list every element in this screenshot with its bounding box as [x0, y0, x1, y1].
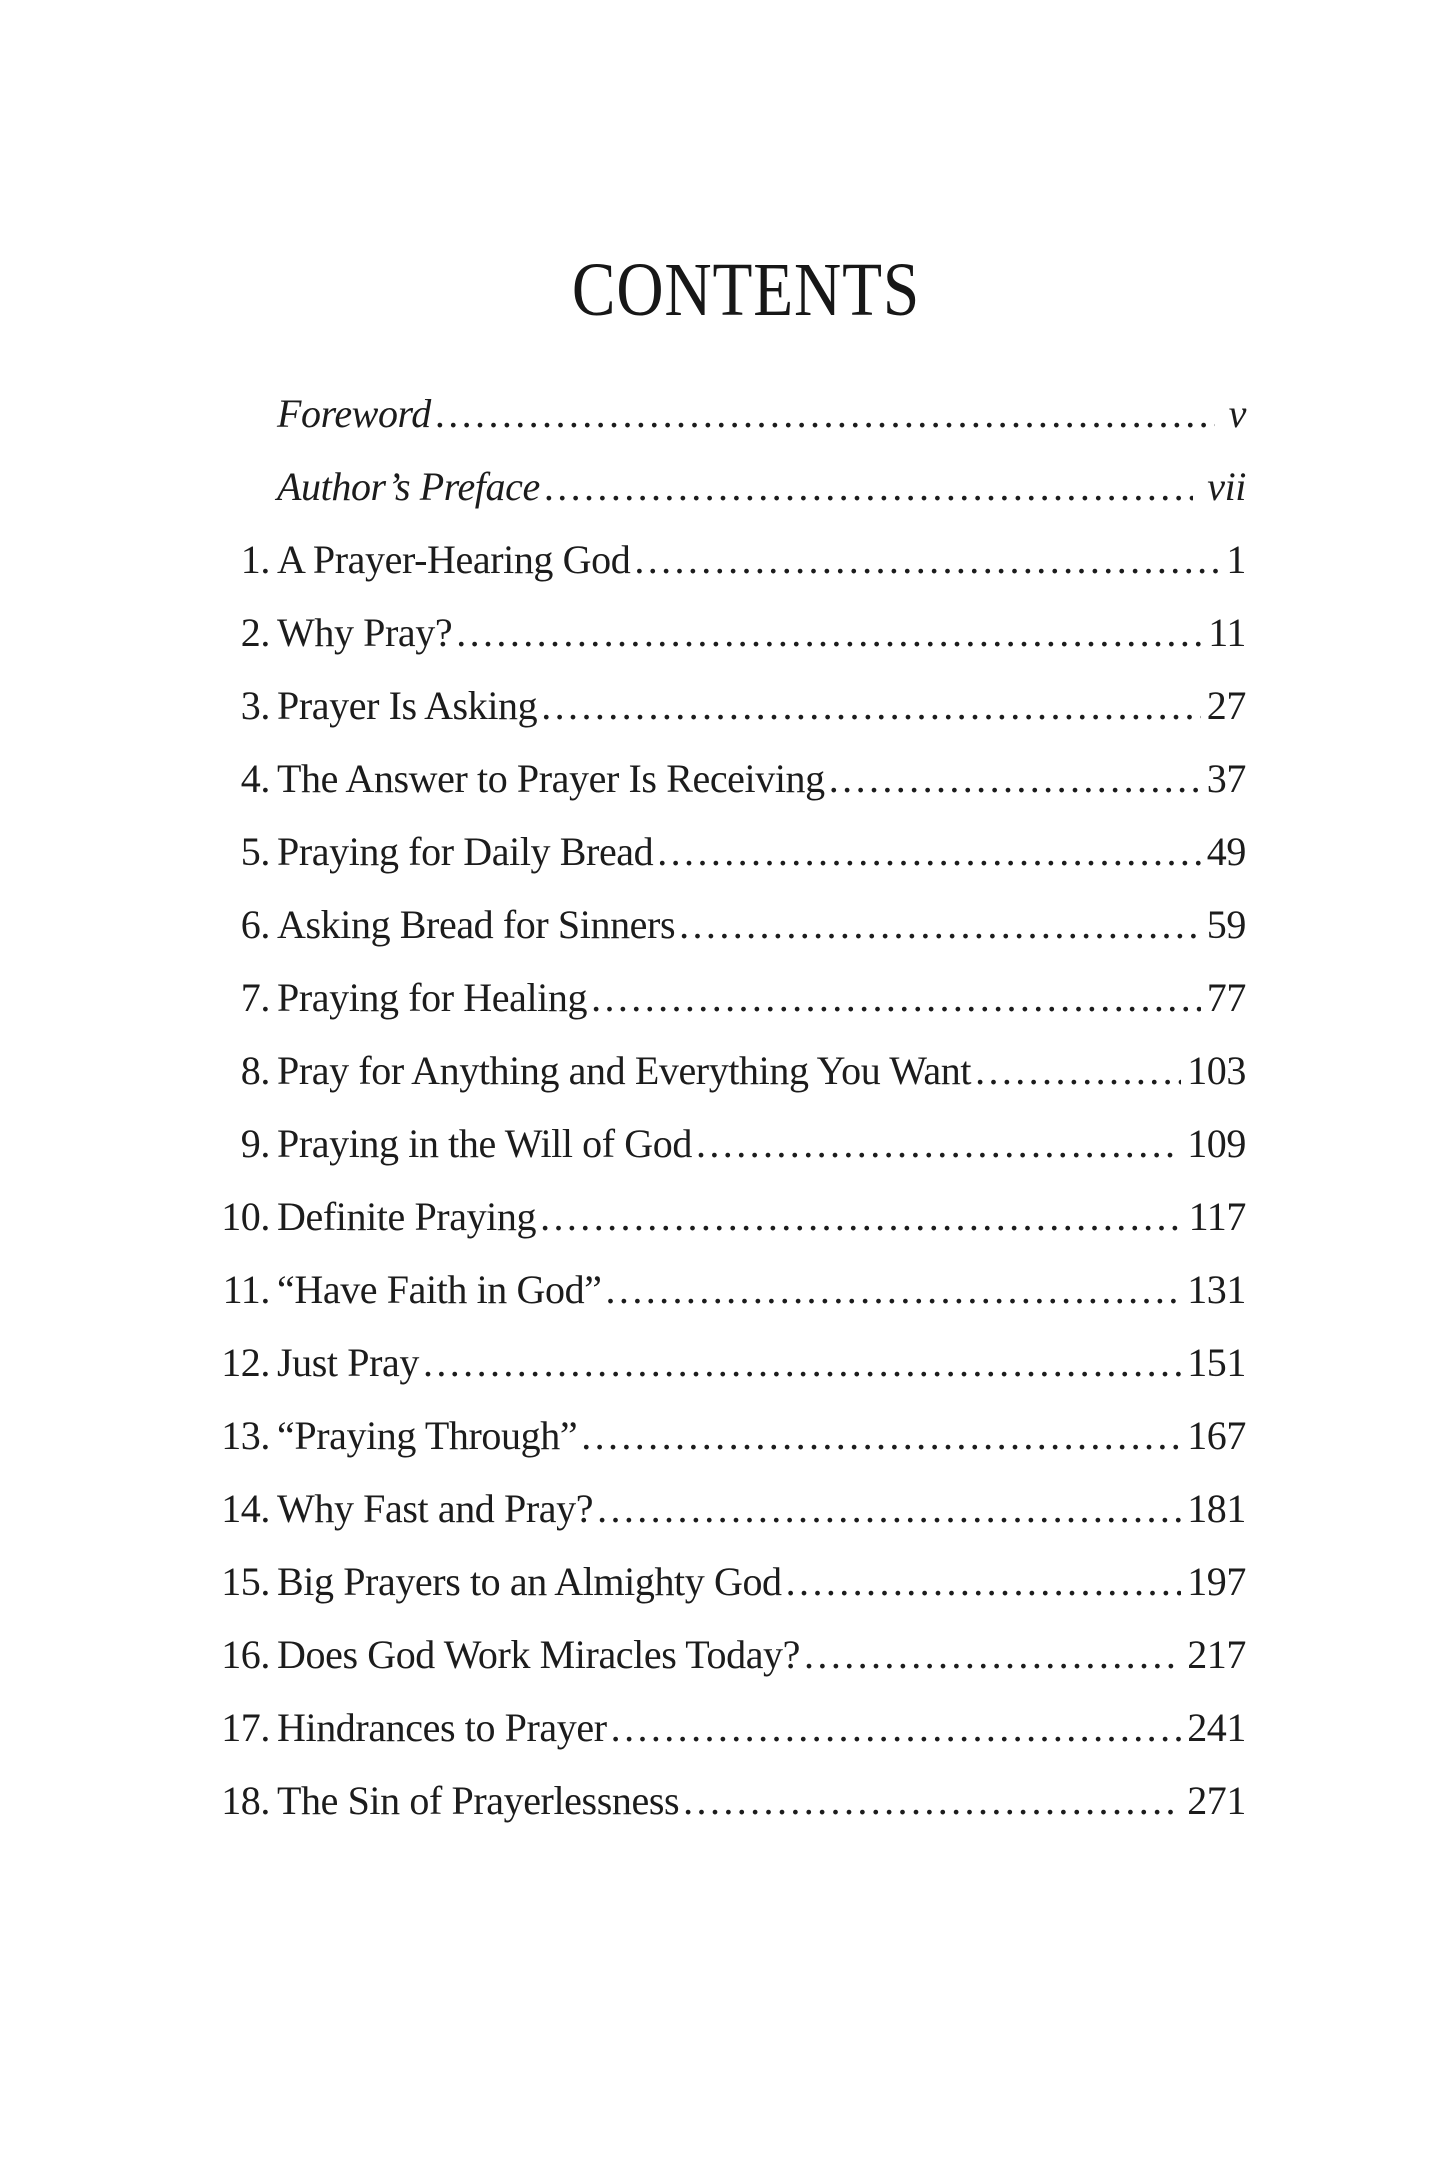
toc-entry-foreword: [176, 390, 1246, 463]
chapter-title: Praying for Healing: [277, 975, 588, 1020]
page-number: 241: [1187, 1705, 1246, 1750]
page-number: 103: [1187, 1048, 1246, 1093]
chapter-number: 6.: [240, 902, 270, 947]
chapter-number: 15.: [221, 1559, 270, 1604]
page-number: 59: [1206, 902, 1246, 947]
dot-leader: [786, 1558, 1182, 1605]
chapter-number: 8.: [240, 1048, 270, 1093]
dot-leader: [679, 901, 1201, 948]
chapter-number: 10.: [221, 1194, 270, 1239]
page-number: v: [1228, 391, 1246, 436]
chapter-title: Big Prayers to an Almighty God: [277, 1559, 782, 1604]
dot-leader: [597, 1485, 1181, 1532]
dot-leader: [634, 536, 1220, 583]
chapter-title: Just Pray: [277, 1340, 419, 1385]
toc-entry-authors-preface: [176, 463, 1246, 536]
toc-entry-chapter-2: [176, 609, 1246, 682]
chapter-title: Why Fast and Pray?: [277, 1486, 594, 1531]
toc-entry-chapter-12: [176, 1339, 1246, 1412]
toc-entry-chapter-16: [176, 1631, 1246, 1704]
dot-leader: [435, 390, 1215, 437]
page-number: 1: [1226, 537, 1246, 582]
chapter-number: 5.: [240, 829, 270, 874]
page-title: CONTENTS: [571, 248, 921, 332]
toc-entry-chapter-13: [176, 1412, 1246, 1485]
chapter-number: 18.: [221, 1778, 270, 1823]
toc-entry-chapter-1: [176, 536, 1246, 609]
chapter-number: 17.: [221, 1705, 270, 1750]
chapter-title: “Praying Through”: [277, 1413, 578, 1458]
chapter-title: Definite Praying: [277, 1194, 537, 1239]
chapter-number: 1.: [240, 537, 270, 582]
page-number: 271: [1187, 1778, 1246, 1823]
page-number: 217: [1187, 1632, 1246, 1677]
chapter-title: Hindrances to Prayer: [277, 1705, 607, 1750]
dot-leader: [540, 1193, 1183, 1240]
page-number: 181: [1187, 1486, 1246, 1531]
toc-entry-chapter-14: [176, 1485, 1246, 1558]
chapter-number: 7.: [240, 975, 270, 1020]
page-number: 49: [1206, 829, 1246, 874]
chapter-title: Prayer Is Asking: [277, 683, 538, 728]
chapter-title: “Have Faith in God”: [277, 1267, 602, 1312]
page-number: 77: [1206, 975, 1246, 1020]
dot-leader: [696, 1120, 1181, 1167]
dot-leader: [804, 1631, 1181, 1678]
page-number: 11: [1208, 610, 1246, 655]
chapter-number: 11.: [222, 1267, 270, 1312]
page-number: vii: [1207, 464, 1246, 509]
dot-leader: [581, 1412, 1181, 1459]
toc-entry-chapter-15: [176, 1558, 1246, 1631]
dot-leader: [541, 682, 1201, 729]
page-number: 37: [1206, 756, 1246, 801]
chapter-title: Author’s Preface: [277, 464, 540, 509]
chapter-title: Does God Work Miracles Today?: [277, 1632, 801, 1677]
dot-leader: [544, 463, 1193, 510]
page-number: 117: [1188, 1194, 1246, 1239]
toc-entry-chapter-17: [176, 1704, 1246, 1777]
dot-leader: [683, 1777, 1181, 1824]
page-number: 167: [1187, 1413, 1246, 1458]
toc-entry-chapter-18: [176, 1777, 1246, 1850]
page-number: 131: [1187, 1267, 1246, 1312]
table-of-contents: [176, 390, 1246, 1850]
dot-leader: [657, 828, 1201, 875]
chapter-number: 3.: [240, 683, 270, 728]
chapter-title: The Sin of Prayerlessness: [277, 1778, 680, 1823]
chapter-number: 9.: [240, 1121, 270, 1166]
chapter-title: The Answer to Prayer Is Receiving: [277, 756, 825, 801]
toc-entry-chapter-11: [176, 1266, 1246, 1339]
chapter-number: 2.: [240, 610, 270, 655]
chapter-title: Why Pray?: [277, 610, 453, 655]
page-number: 151: [1187, 1340, 1246, 1385]
chapter-number: 16.: [221, 1632, 270, 1677]
page-number: 27: [1206, 683, 1246, 728]
chapter-number: 4.: [240, 756, 270, 801]
toc-entry-chapter-5: [176, 828, 1246, 901]
chapter-title: A Prayer-Hearing God: [277, 537, 631, 582]
dot-leader: [423, 1339, 1181, 1386]
page-number: 197: [1187, 1559, 1246, 1604]
toc-entry-chapter-4: [176, 755, 1246, 828]
chapter-title: Praying for Daily Bread: [277, 829, 654, 874]
chapter-title: Foreword: [277, 391, 431, 436]
toc-entry-chapter-3: [176, 682, 1246, 755]
chapter-title: Praying in the Will of God: [277, 1121, 692, 1166]
chapter-number: 14.: [221, 1486, 270, 1531]
chapter-number: 13.: [221, 1413, 270, 1458]
chapter-title: Pray for Anything and Everything You Want: [277, 1048, 972, 1093]
chapter-title: Asking Bread for Sinners: [277, 902, 676, 947]
toc-entry-chapter-10: [176, 1193, 1246, 1266]
dot-leader: [829, 755, 1201, 802]
page-number: 109: [1187, 1121, 1246, 1166]
toc-entry-chapter-9: [176, 1120, 1246, 1193]
dot-leader: [456, 609, 1202, 656]
dot-leader: [606, 1266, 1182, 1313]
toc-entry-chapter-7: [176, 974, 1246, 1047]
toc-entry-chapter-6: [176, 901, 1246, 974]
dot-leader: [975, 1047, 1181, 1094]
chapter-number: 12.: [221, 1340, 270, 1385]
dot-leader: [611, 1704, 1182, 1751]
toc-entry-chapter-8: [176, 1047, 1246, 1120]
dot-leader: [591, 974, 1201, 1021]
